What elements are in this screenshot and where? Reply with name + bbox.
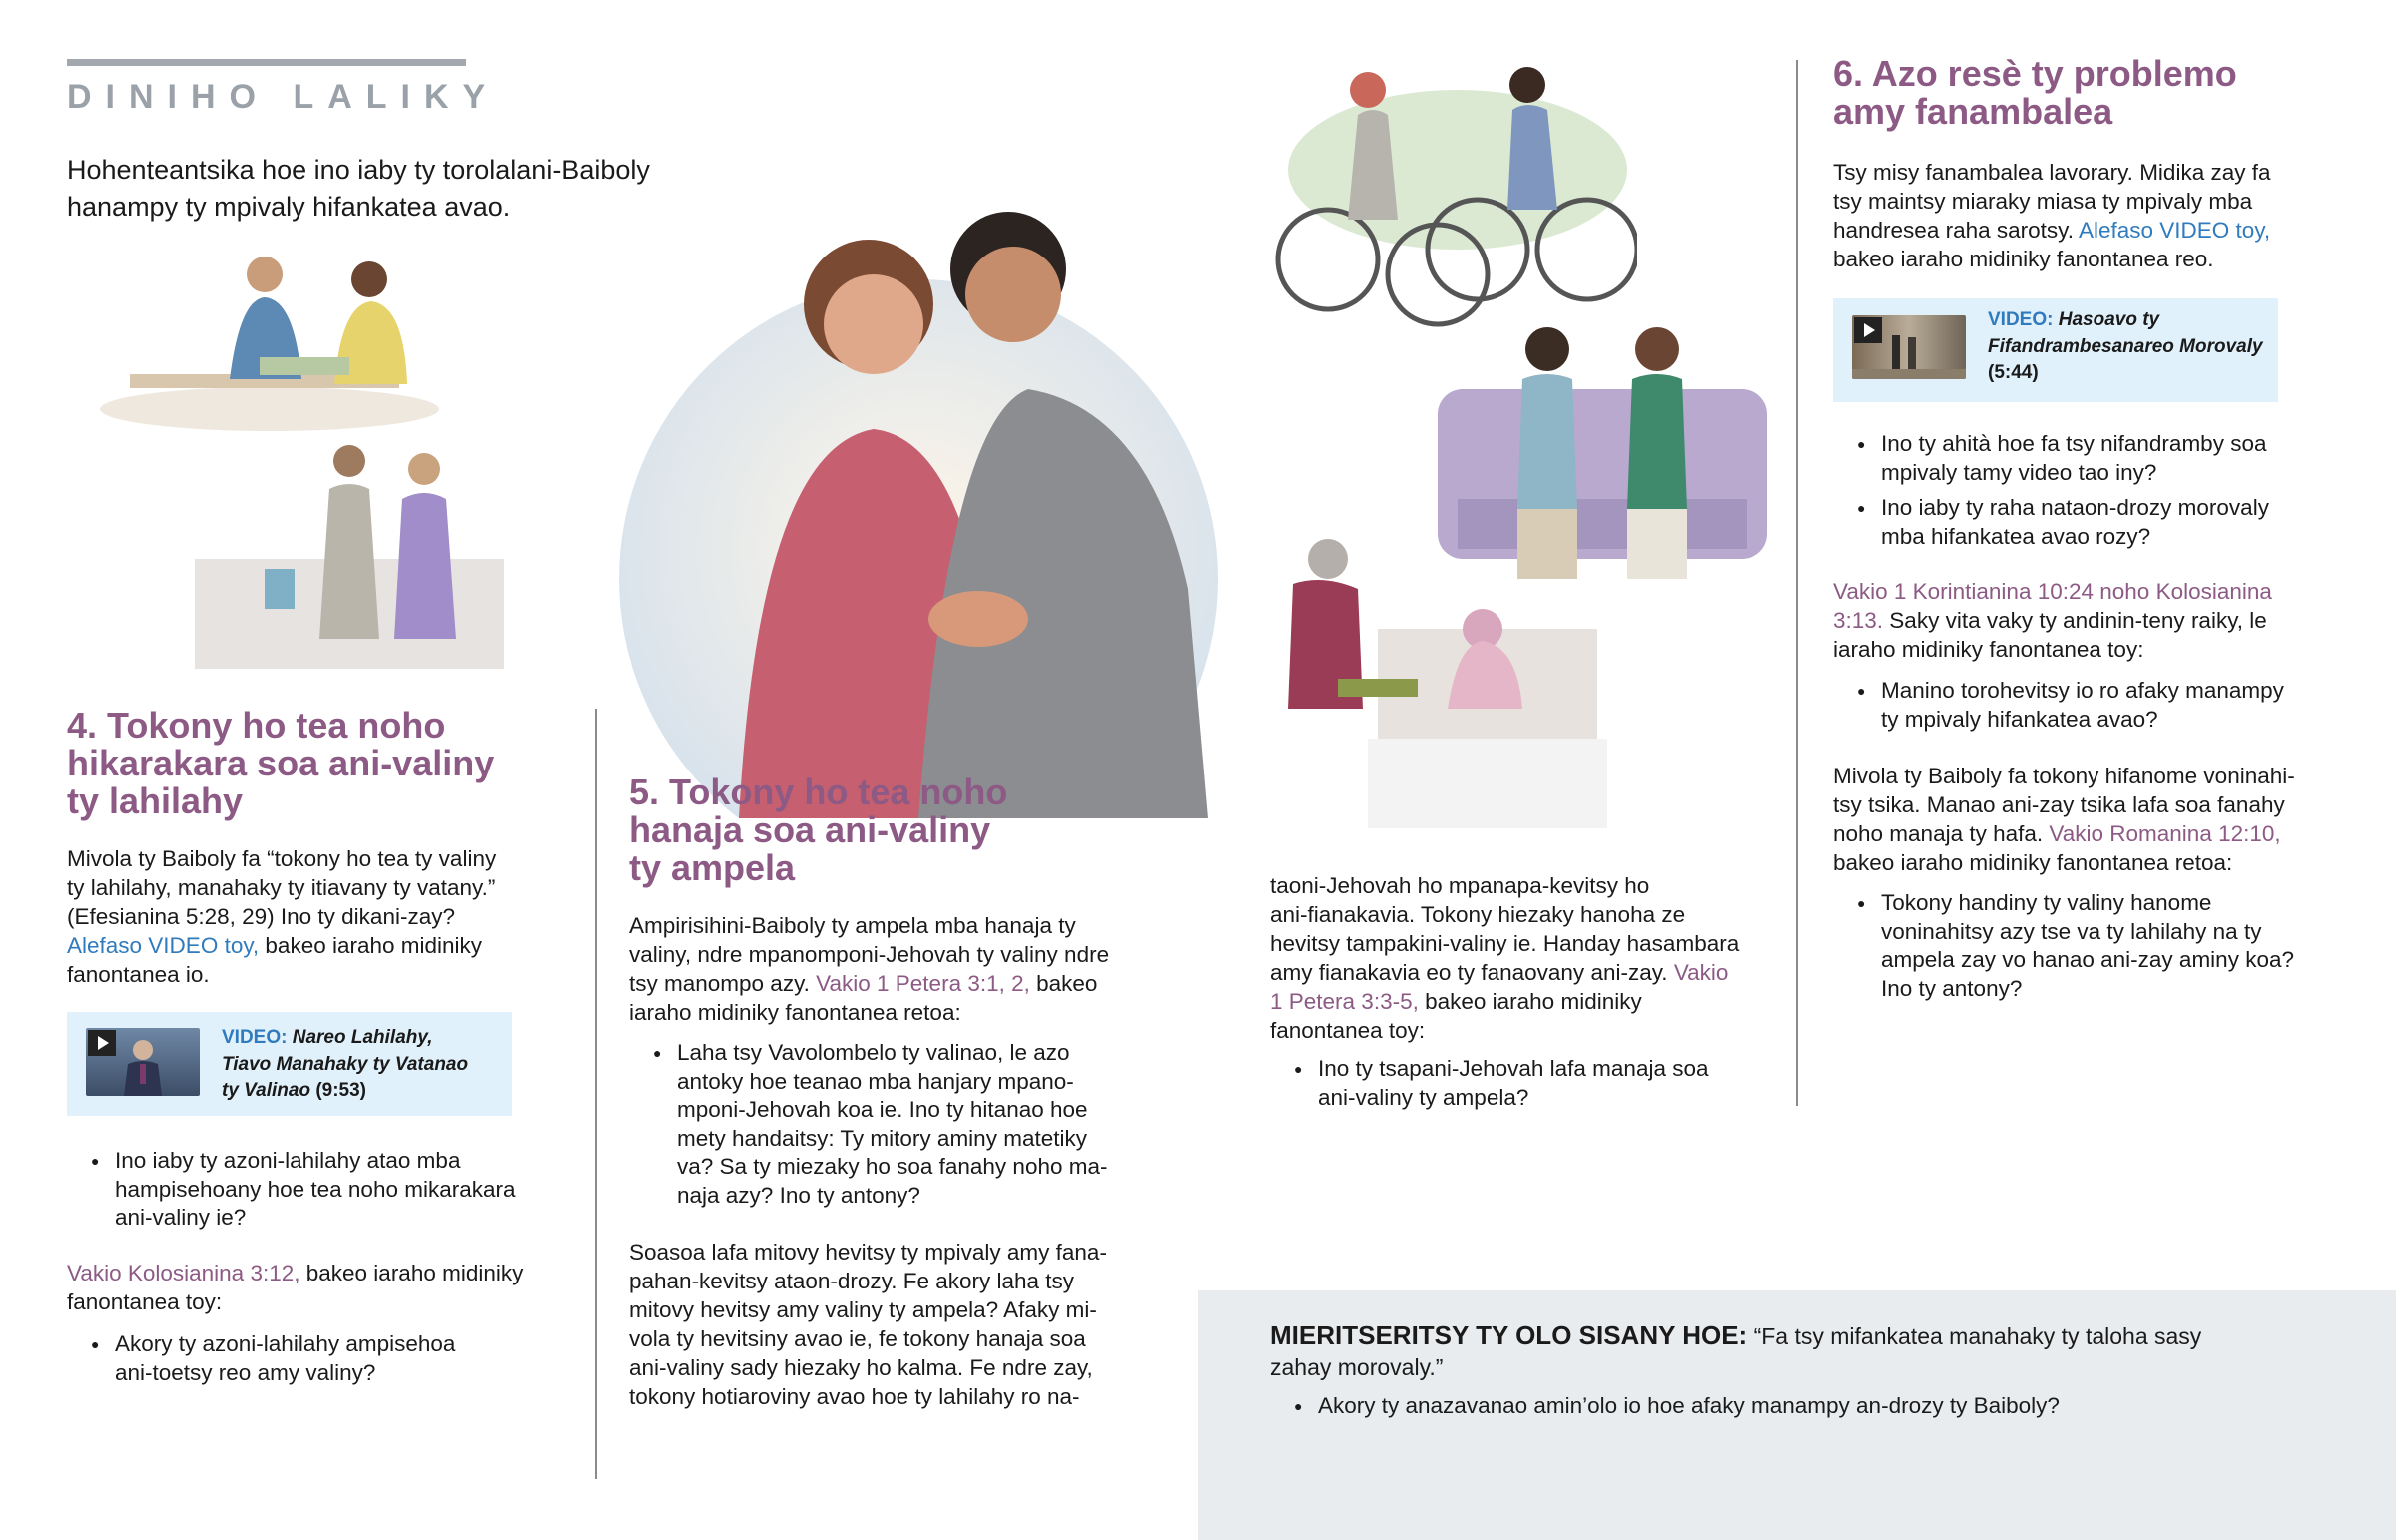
section-5-continuation	[1270, 871, 1769, 1045]
text-line: fanontanea toy:	[1270, 1018, 1426, 1043]
intro-text: Hohenteantsika hoe ino iaby ty torolalani-Baiboly hanampy ty mpivaly hifankatea avao.	[67, 155, 650, 222]
video-card-section-6[interactable]	[1833, 298, 2278, 402]
reflection-box	[1198, 1290, 2396, 1540]
reflection-bullets	[1270, 1392, 2268, 1421]
text-span: bakeo iaraho midiniky	[1418, 989, 1642, 1014]
play-icon[interactable]	[88, 1030, 116, 1056]
text-line: tsy tsika. Manao ani-zay tsika lafa soa fanahy	[1833, 792, 2285, 817]
text-line	[67, 1259, 586, 1287]
text-line: va? Sa ty miezaky ho soa fanahy noho ma-	[677, 1154, 1108, 1180]
text-line: ● Akory ty azoni-lahilahy ampisehoa	[115, 1331, 456, 1356]
text-line: mponi-Jehovah koa ie. Ino ty hitanao hoe	[677, 1097, 1088, 1123]
column-divider	[1796, 60, 1798, 1106]
text-line	[67, 931, 586, 960]
video-title: Tiavo Manahaky ty Vatanao	[222, 1053, 469, 1075]
text-line: ampela zay vo hanao ani-zay aminy koa?	[1881, 947, 2294, 973]
column-divider	[595, 709, 597, 1479]
section-6-bullets-2	[1833, 677, 2372, 734]
video-link[interactable]: Alefaso VIDEO toy,	[67, 933, 260, 958]
bicycle-illustration	[1258, 60, 1637, 339]
video-label: VIDEO:	[222, 1027, 288, 1048]
text-line: taoni-Jehovah ho mpanapa-kevitsy ho	[1270, 873, 1650, 898]
section-kicker: DINIHO LALIKY	[67, 78, 500, 116]
section-5-title	[629, 773, 1007, 887]
title-line: ty ampela	[629, 847, 796, 888]
header-rule	[67, 59, 466, 66]
text-line: mpivaly tamy video tao iny?	[1881, 459, 2157, 485]
text-span: tsy manompo azy.	[629, 971, 817, 996]
section-4-bullets-2	[67, 1330, 586, 1387]
text-line: Mivola ty Baiboly fa tokony hifanome voninahi-	[1833, 764, 2295, 788]
text-line: naja azy? Ino ty antony?	[677, 1182, 920, 1208]
title-line: 5. Tokony ho tea noho	[629, 771, 1008, 812]
text-line: fanontanea toy:	[67, 1289, 223, 1314]
video-title: Nareo Lahilahy,	[287, 1027, 433, 1048]
video-thumbnail[interactable]	[86, 1028, 200, 1096]
text-line: Soasoa lafa mitovy hevitsy ty mpivaly amy fana-	[629, 1240, 1107, 1265]
text-line: ● Manino torohevitsy io ro afaky manampy	[1881, 678, 2284, 703]
video-card-section-4[interactable]	[67, 1012, 512, 1116]
video-link[interactable]: Alefaso VIDEO toy,	[2078, 218, 2271, 243]
section-6-paragraph-3	[1833, 762, 2372, 877]
kitchen-illustration	[185, 439, 514, 679]
scripture-reference: 1 Petera 3:3-5,	[1270, 989, 1419, 1014]
title-line: hanaja soa ani-valiny	[629, 809, 991, 850]
text-line: tokony hotiaroviny avao hoe ty lahilahy ro na-	[629, 1384, 1080, 1409]
text-line: bakeo iaraho midiniky fanontanea reo.	[1833, 247, 2214, 271]
section-4-bullets-1	[67, 1147, 586, 1233]
video-thumbnail[interactable]	[1852, 315, 1966, 379]
text-line	[629, 969, 1188, 998]
text-line: ● Tokony handiny ty valiny hanome	[1881, 890, 2212, 915]
video-label: VIDEO:	[1988, 309, 2054, 330]
scripture-reference: 3:13.	[1833, 608, 1884, 633]
text-line: ● Ino iaby ty azoni-lahilahy atao mba	[115, 1148, 461, 1173]
text-line: ty mpivaly hifankatea avao?	[1881, 706, 2158, 732]
text-line: ani-valiny ie?	[115, 1205, 247, 1231]
title-line: 6. Azo resè ty problemo	[1833, 53, 2237, 94]
scripture-reference: Vakio 1 Petera 3:1, 2,	[816, 971, 1030, 996]
scripture-reference: Vakio Kolosianina 3:12,	[67, 1261, 300, 1285]
text-line: tsy maintsy miaraky miasa ty mpivaly mba	[1833, 189, 2253, 214]
play-icon[interactable]	[1854, 317, 1882, 343]
text-line: (Efesianina 5:28, 29) Ino ty dikani-zay?	[67, 904, 455, 929]
text-line: Tsy misy fanambalea lavorary. Midika zay fa	[1833, 160, 2271, 185]
text-span: Saky vita vaky ty andinin-teny raiky, le	[1883, 608, 2267, 633]
section-5-paragraph-2	[629, 1238, 1188, 1411]
text-line: ani-valiny sady hiezaky ho kalma. Fe ndre zay,	[629, 1355, 1093, 1380]
section-4-paragraph-1	[67, 844, 586, 989]
text-line: pahan-kevitsy ataon-drozy. Fe akory laha tsy	[629, 1269, 1075, 1293]
reflection-quote: zahay morovaly.”	[1270, 1354, 1444, 1380]
text-line: iaraho midiniky fanontanea retoa:	[629, 1000, 961, 1025]
text-line: voninahitsy azy tse va ty lahilahy na ty	[1881, 918, 2262, 944]
text-line: fanontanea io.	[67, 962, 210, 987]
couple-illustration	[589, 190, 1248, 818]
section-4-paragraph-2	[67, 1259, 586, 1316]
bullet-item	[629, 1039, 1188, 1211]
section-5-continuation-bullets	[1270, 1055, 1769, 1112]
text-line: mitovy hevitsy amy valiny ty ampela? Afaky mi-	[629, 1297, 1097, 1322]
video-title: Fifandrambesanareo Morovaly	[1988, 335, 2263, 357]
study-illustration	[90, 240, 449, 439]
video-duration: (5:44)	[1988, 362, 2039, 383]
text-span: handresea raha sarotsy.	[1833, 218, 2079, 243]
text-line	[1270, 987, 1769, 1016]
section-6-paragraph-2	[1833, 577, 2372, 664]
bullet-item	[1833, 677, 2372, 734]
text-line	[1833, 819, 2372, 848]
text-line: valiny, ndre mpanomponi-Jehovah ty valiny ndre	[629, 942, 1110, 967]
reflection-quote: “Fa tsy mifankatea manahaky ty taloha sasy	[1747, 1323, 2202, 1349]
bullet-item	[67, 1147, 586, 1233]
caregiving-illustration	[1268, 529, 1617, 848]
bullet-item	[1833, 889, 2372, 1003]
text-span: noho manaja ty hafa.	[1833, 821, 2050, 846]
section-6-title	[1833, 55, 2237, 131]
bullet-item	[1270, 1055, 1769, 1112]
title-line: 4. Tokony ho tea noho	[67, 705, 446, 746]
text-line: ● Ino ty tsapani-Jehovah lafa manaja soa	[1318, 1056, 1709, 1081]
section-6-paragraph-1	[1833, 158, 2372, 273]
text-span: bakeo	[1029, 971, 1098, 996]
text-line: Ino ty antony?	[1881, 975, 2023, 1001]
reflection-heading: MIERITSERITSY TY OLO SISANY HOE:	[1270, 1320, 1748, 1350]
text-line: ani-valiny ty ampela?	[1318, 1084, 1529, 1110]
section-4-title	[67, 707, 494, 820]
scripture-reference: Vakio Romanina 12:10,	[2049, 821, 2281, 846]
video-duration: (9:53)	[310, 1080, 367, 1101]
text-line: ani-toetsy reo amy valiny?	[115, 1359, 376, 1385]
text-line: hampisehoany hoe tea noho mikarakara	[115, 1176, 516, 1202]
reflection-text	[1270, 1320, 2268, 1383]
text-line: bakeo iaraho midiniky fanontanea retoa:	[1833, 850, 2233, 875]
section-6-bullets-1	[1833, 430, 2372, 551]
text-line	[1833, 216, 2372, 245]
text-line: mety handaitsy: Ty mitory aminy matetiky	[677, 1125, 1087, 1151]
video-caption	[222, 1025, 468, 1105]
text-line	[1833, 606, 2372, 635]
text-line: vola ty hevitsiny avao ie, fe tokony hanaja soa	[629, 1326, 1086, 1351]
section-5-paragraph-1	[629, 911, 1188, 1027]
text-line: ani-fianakavia. Tokony hiezaky hanoha ze	[1270, 902, 1686, 927]
text-line: ty lahilahy, manahaky ty itiavany ty vatany.”	[67, 875, 496, 900]
text-span: bakeo iaraho midiniky	[259, 933, 483, 958]
text-line: ● Ino iaby ty raha nataon-drozy morovaly	[1881, 495, 2269, 521]
text-line: hevitsy tampakini-valiny ie. Handay hasambara	[1270, 931, 1740, 956]
text-span: amy fianakavia eo ty fanaovany ani-zay.	[1270, 960, 1674, 985]
title-line: hikarakara soa ani-valiny	[67, 743, 495, 783]
video-caption	[1988, 307, 2263, 387]
title-line: amy fanambalea	[1833, 91, 2113, 132]
text-line	[1270, 958, 1769, 987]
bullet-item	[1833, 494, 2372, 551]
text-line: antoky hoe teanao mba hanjary mpano-	[677, 1068, 1074, 1094]
scripture-reference: Vakio	[1673, 960, 1729, 985]
scripture-reference: Vakio 1 Korintianina 10:24 noho Kolosianina	[1833, 579, 2272, 604]
text-line: iaraho midiniky fanontanea toy:	[1833, 637, 2144, 662]
bullet-item	[1833, 430, 2372, 487]
text-line: ● Ino ty ahità hoe fa tsy nifandramby soa	[1881, 431, 2267, 456]
title-line: ty lahilahy	[67, 780, 244, 821]
text-line: Mivola ty Baiboly fa “tokony ho tea ty valiny	[67, 846, 497, 871]
bullet-item: ● Akory ty anazavanao amin’olo io hoe afaky manampy an-drozy ty Baiboly?	[1270, 1392, 2268, 1421]
section-5-bullets	[629, 1039, 1188, 1211]
section-6-bullets-3	[1833, 889, 2372, 1003]
bullet-item	[67, 1330, 586, 1387]
video-title: Hasoavo ty	[2053, 309, 2160, 330]
text-line: ● Laha tsy Vavolombelo ty valinao, le azo	[677, 1040, 1070, 1065]
text-line: mba hifankatea avao rozy?	[1881, 523, 2151, 549]
text-line: Ampirisihini-Baiboly ty ampela mba hanaja ty	[629, 913, 1076, 938]
video-title: ty Valinao	[222, 1080, 311, 1101]
text-span: bakeo iaraho midiniky	[300, 1261, 524, 1285]
